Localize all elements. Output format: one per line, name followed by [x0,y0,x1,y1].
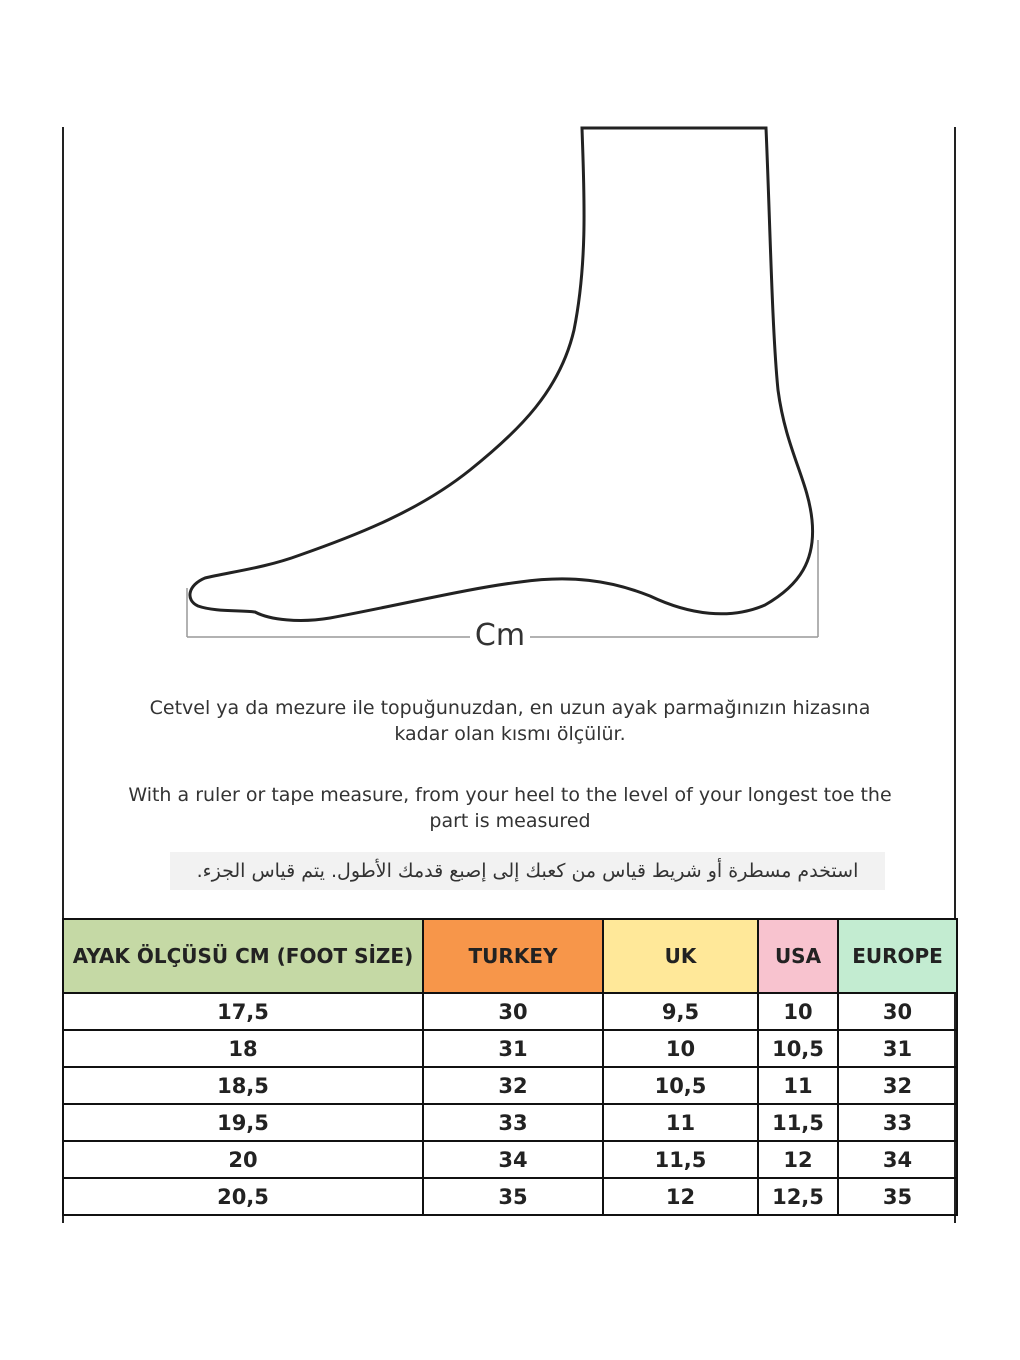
cell-europe: 30 [838,993,957,1030]
cell-foot-size: 18 [63,1030,423,1067]
table-row [63,1104,957,1141]
foot-outline [190,128,813,620]
table-row [63,1141,957,1178]
header-europe: EUROPE [838,919,957,993]
cell-turkey: 31 [423,1030,603,1067]
cell-turkey: 30 [423,993,603,1030]
cell-foot-size: 20,5 [63,1178,423,1215]
cell-foot-size: 17,5 [63,993,423,1030]
cell-foot-size: 18,5 [63,1067,423,1104]
cell-foot-size: 20 [63,1141,423,1178]
table-row [63,993,957,1030]
instruction-arabic: استخدم مسطرة أو شريط قياس من كعبك إلى إصبع قدمك الأطول. يتم قياس الجزء. [170,852,885,890]
cell-usa: 11,5 [758,1104,838,1141]
cell-uk: 10,5 [603,1067,758,1104]
table-row [63,1030,957,1067]
cell-uk: 10 [603,1030,758,1067]
cell-europe: 34 [838,1141,957,1178]
cell-usa: 12,5 [758,1178,838,1215]
table-row [63,1178,957,1215]
cell-foot-size: 19,5 [63,1104,423,1141]
cell-usa: 10 [758,993,838,1030]
cell-uk: 11 [603,1104,758,1141]
instruction-turkish: Cetvel ya da mezure ile topuğunuzdan, en uzun ayak parmağınızın hizasına kadar olan kısmı ölçülür. [149,697,871,745]
foot-outline-diagram [0,0,1020,660]
cell-usa: 10,5 [758,1030,838,1067]
cell-europe: 32 [838,1067,957,1104]
header-turkey: TURKEY [423,919,603,993]
cell-europe: 33 [838,1104,957,1141]
header-usa: USA [758,919,838,993]
header-uk: UK [603,919,758,993]
cell-europe: 35 [838,1178,957,1215]
cell-turkey: 35 [423,1178,603,1215]
cell-uk: 12 [603,1178,758,1215]
table-row [63,1067,957,1104]
cell-usa: 11 [758,1067,838,1104]
measure-label: Cm [470,618,530,653]
cell-turkey: 34 [423,1141,603,1178]
cell-turkey: 32 [423,1067,603,1104]
cell-uk: 11,5 [603,1141,758,1178]
header-foot-size: AYAK ÖLÇÜSÜ CM (FOOT SİZE) [63,919,423,993]
instruction-english: With a ruler or tape measure, from your heel to the level of your longest toe the part is measured [128,784,892,832]
cell-europe: 31 [838,1030,957,1067]
cell-uk: 9,5 [603,993,758,1030]
cell-usa: 12 [758,1141,838,1178]
cell-turkey: 33 [423,1104,603,1141]
table-header-row [63,919,957,993]
size-conversion-table [62,918,958,1216]
